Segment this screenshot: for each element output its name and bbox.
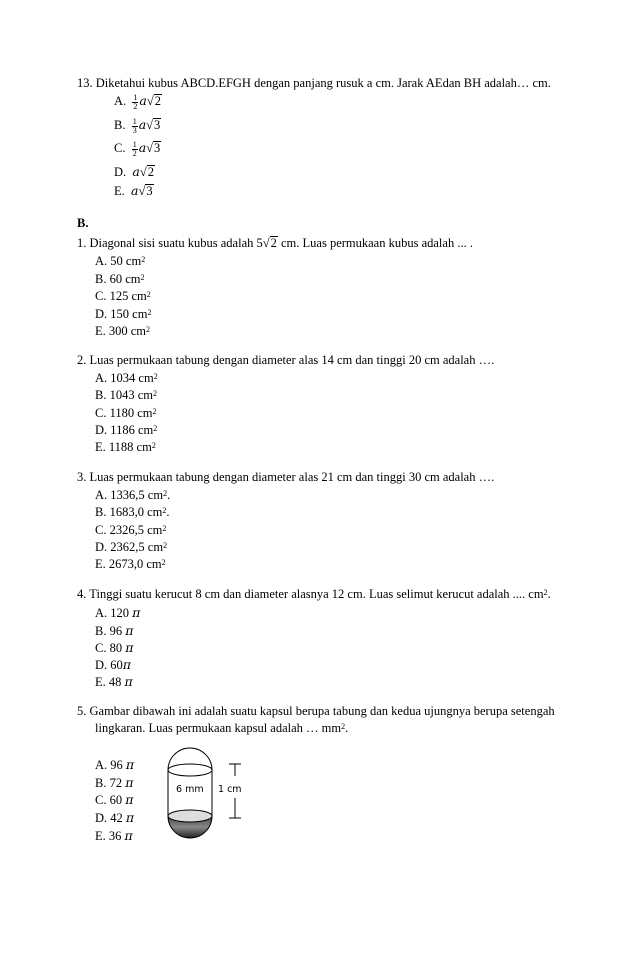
q1-option-d: D. 150 $cm^2$ (95, 307, 152, 321)
pi-symbol: π (124, 828, 133, 843)
q3-option-b: B. 1683,0 $cm^2$. (95, 505, 170, 519)
pi-symbol: π (125, 623, 134, 638)
section-b-heading: B. (77, 216, 89, 230)
pi-symbol: π (125, 775, 134, 790)
q1-option-e: E. 300 $cm^2$ (95, 324, 151, 338)
q2-option-c: C. 1180 $cm^2$ (95, 406, 157, 420)
capsule-top-rim (168, 764, 212, 776)
q4-option-d: D. 60π (95, 657, 131, 672)
q4-option-a: A. 120 π (95, 605, 141, 620)
q13-option-e: E. a√3 (114, 183, 153, 198)
q1-option-c: C. 125 $cm^2$ (95, 289, 151, 303)
capsule-bottom-rim (168, 810, 212, 822)
q3-option-a: A. 1336,5 $cm^2$. (95, 488, 171, 502)
q2-option-a: A. 1034 $cm^2$ (95, 371, 158, 385)
q5-option-a: A. 96 π (95, 757, 135, 772)
q13-option-b: B. $\frac{1}{3}$ a√3 (114, 116, 161, 135)
q3-option-e: E. 2673,0 $cm^2$ (95, 557, 166, 571)
q13-option-c: C. $\frac{1}{2}$ a√3 (114, 139, 161, 158)
question-4-text: 4. Tinggi suatu kerucut 8 cm dan diameter alasnya 12 cm. Luas selimut kerucut adalah .... $cm^2$. (77, 587, 551, 601)
q5-option-b: B. 72 π (95, 775, 134, 790)
question-3-text: 3. Luas permukaan tabung dengan diameter alas 21 cm dan tinggi 30 cm adalah …. (77, 470, 495, 484)
q4-option-e: E. 48 π (95, 674, 133, 689)
pi-symbol: π (132, 605, 141, 620)
capsule-height-label: 1 cm (218, 784, 242, 795)
q5-option-c: C. 60 π (95, 792, 134, 807)
pi-symbol: π (125, 757, 135, 772)
pi-symbol: π (125, 792, 134, 807)
q1-option-b: B. 60 $cm^2$ (95, 272, 145, 286)
q3-option-d: D. 2362,5 $cm^2$ (95, 540, 168, 554)
capsule-width-label: 6 mm (176, 784, 204, 795)
q4-option-b: B. 96 π (95, 623, 134, 638)
pi-symbol: π (122, 657, 131, 672)
q2-option-e: E. 1188 $cm^2$ (95, 440, 156, 454)
question-13-text: 13. Diketahui kubus ABCD.EFGH dengan panjang rusuk a cm. Jarak AEdan BH adalah… cm. (77, 76, 551, 90)
q1-option-a: A. 50 $cm^2$ (95, 254, 146, 268)
q2-option-b: B. 1043 $cm^2$ (95, 388, 157, 402)
q4-option-c: C. 80 π (95, 640, 134, 655)
pi-symbol: π (125, 810, 135, 825)
question-5-line-2: lingkaran. Luas permukaan kapsul adalah … $mm^2$. (95, 721, 349, 735)
pi-symbol: π (124, 674, 133, 689)
question-5-line-1: 5. Gambar dibawah ini adalah suatu kapsul berupa tabung dan kedua ujungnya berupa setengah (77, 704, 555, 718)
q13-option-a: A. $\frac{1}{2}$ a√2 (114, 92, 161, 111)
q2-option-d: D. 1186 $cm^2$ (95, 423, 158, 437)
q3-option-c: C. 2326,5 $cm^2$ (95, 523, 167, 537)
q13-option-d: D. a√2 (114, 164, 154, 179)
question-2-text: 2. Luas permukaan tabung dengan diameter alas 14 cm dan tinggi 20 cm adalah …. (77, 353, 495, 367)
pi-symbol: π (125, 640, 134, 655)
question-1-text: 1. Diagonal sisi suatu kubus adalah 5√2 cm. Luas permukaan kubus adalah ... . (77, 236, 473, 250)
q5-option-e: E. 36 π (95, 828, 133, 843)
q5-option-d: D. 42 π (95, 810, 135, 825)
